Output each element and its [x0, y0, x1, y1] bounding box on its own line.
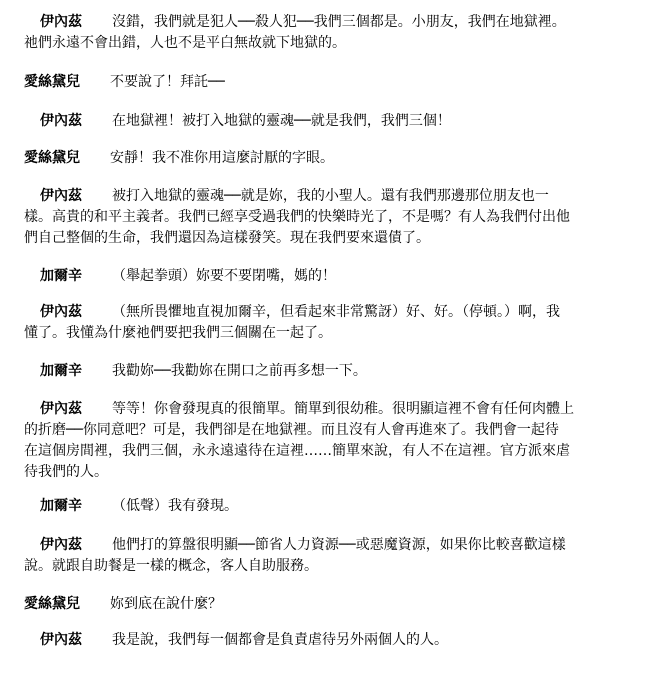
- dialogue-line: [24, 302, 616, 323]
- speaker-name: 加爾辛: [40, 268, 82, 284]
- dialogue-text: 我勸妳──我勸妳在開口之前再多想一下。: [112, 363, 367, 379]
- dialogue-line: 們自己整個的生命，我們還因為這樣發笑。現在我們要來還債了。: [24, 230, 430, 246]
- dialogue-entry: [24, 266, 616, 287]
- speaker-name: 伊內茲: [40, 113, 82, 129]
- dialogue-line: [24, 72, 616, 93]
- dialogue-entry: [24, 594, 616, 615]
- dialogue-text: 他們打的算盤很明顯──節省人力資源──或惡魔資源，如果你比較喜歡這樣: [112, 537, 566, 553]
- dialogue-line: [24, 12, 616, 33]
- speaker-name: 加爾辛: [40, 363, 82, 379]
- dialogue-text: （無所畏懼地直視加爾辛，但看起來非常驚訝）好、好。（停頓。）啊，我: [112, 304, 560, 320]
- speaker-name: 伊內茲: [40, 188, 82, 204]
- speaker-name: 愛絲黛兒: [24, 150, 80, 166]
- speaker-name: 伊內茲: [40, 537, 82, 553]
- dialogue-entry: [24, 186, 616, 249]
- speaker-name: 伊內茲: [40, 632, 82, 648]
- dialogue-line: 在這個房間裡，我們三個，永永遠遠待在這裡……簡單來說，有人不在這裡。官方派來虐: [24, 443, 570, 459]
- dialogue-line: [24, 266, 616, 287]
- dialogue-line: [24, 594, 616, 615]
- dialogue-text: 等等！你會發現真的很簡單。簡單到很幼稚。很明顯這裡不會有任何肉體上: [112, 401, 574, 417]
- dialogue-entry: [24, 361, 616, 382]
- dialogue-line: 樣。高貴的和平主義者。我們已經享受過我們的快樂時光了，不是嗎？有人為我們付出他: [24, 209, 570, 225]
- dialogue-line: 說。就跟自助餐是一樣的概念，客人自助服務。: [24, 558, 318, 574]
- speaker-name: 伊內茲: [40, 401, 82, 417]
- speaker-name: 愛絲黛兒: [24, 596, 80, 612]
- dialogue-entry: [24, 148, 616, 169]
- speaker-name: 愛絲黛兒: [24, 74, 80, 90]
- dialogue-entry: [24, 399, 616, 483]
- dialogue-entry: [24, 535, 616, 577]
- speaker-name: 伊內茲: [40, 304, 82, 320]
- dialogue-line: 祂們永遠不會出錯，人也不是平白無故就下地獄的。: [24, 35, 346, 51]
- dialogue-text: 不要說了！拜託──: [110, 74, 225, 90]
- dialogue-line: 的折磨──你同意吧？可是，我們卻是在地獄裡。而且沒有人會再進來了。我們會一起待: [24, 422, 559, 438]
- dialogue-text: （舉起拳頭）妳要不要閉嘴，媽的！: [112, 268, 336, 284]
- speaker-name: 加爾辛: [40, 498, 82, 514]
- dialogue-text: 安靜！我不准你用這麼討厭的字眼。: [110, 150, 334, 166]
- dialogue-line: [24, 399, 616, 420]
- dialogue-entry: [24, 302, 616, 344]
- dialogue-text: 沒錯，我們就是犯人──殺人犯──我們三個都是。小朋友，我們在地獄裡。: [112, 14, 566, 30]
- dialogue-entry: [24, 12, 616, 54]
- dialogue-line: [24, 361, 616, 382]
- dialogue-entry: [24, 72, 616, 93]
- dialogue-text: 妳到底在說什麼？: [110, 596, 222, 612]
- dialogue-line: [24, 630, 616, 651]
- dialogue-line: [24, 148, 616, 169]
- dialogue-line: 懂了。我懂為什麼祂們要把我們三個關在一起了。: [24, 325, 332, 341]
- dialogue-text: （低聲）我有發現。: [112, 498, 238, 514]
- dialogue-line: [24, 186, 616, 207]
- dialogue-entry: [24, 496, 616, 517]
- dialogue-line: [24, 111, 616, 132]
- dialogue-text: 被打入地獄的靈魂──就是妳，我的小聖人。還有我們那邊那位朋友也一: [112, 188, 549, 204]
- dialogue-entry: [24, 111, 616, 132]
- dialogue-entry: [24, 630, 616, 651]
- speaker-name: 伊內茲: [40, 14, 82, 30]
- dialogue-text: 我是說，我們每一個都會是負責虐待另外兩個人的人。: [112, 632, 448, 648]
- dialogue-line: [24, 496, 616, 517]
- dialogue-line: 待我們的人。: [24, 464, 108, 480]
- dialogue-line: [24, 535, 616, 556]
- dialogue-text: 在地獄裡！被打入地獄的靈魂──就是我們，我們三個！: [112, 113, 451, 129]
